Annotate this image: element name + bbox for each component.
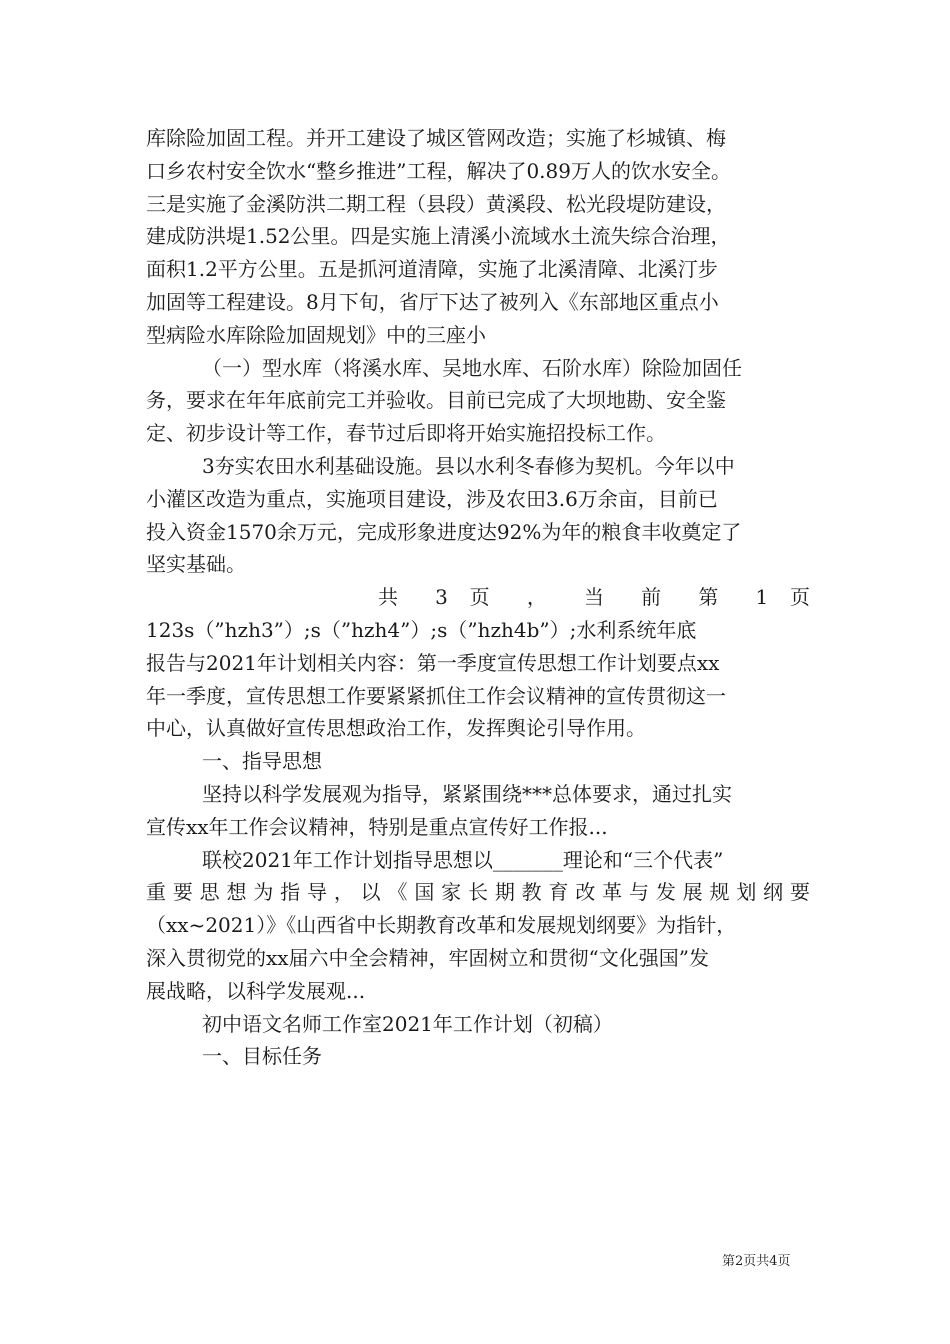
body-line: 小灌区改造为重点，实施项目建设，涉及农田3.6万余亩，目前已 xyxy=(146,486,718,511)
section-heading: 初中语文名师工作室2021年工作计划（初稿） xyxy=(202,1011,613,1036)
body-line: 三是实施了金溪防洪二期工程（县段）黄溪段、松光段堤防建设， xyxy=(146,191,726,216)
body-line: 型病险水库除险加固规划》中的三座小 xyxy=(146,322,486,347)
body-line: 加固等工程建设。8月下旬，省厅下达了被列入《东部地区重点小 xyxy=(146,289,719,314)
body-line: 展战略，以科学发展观... xyxy=(146,978,366,1003)
body-line: 定、初步设计等工作，春节过后即将开始实施招投标工作。 xyxy=(146,421,666,446)
body-line: 坚持以科学发展观为指导，紧紧围绕***总体要求，通过扎实 xyxy=(202,781,732,806)
page-footer: 第2页共4页 xyxy=(722,1254,791,1269)
body-line: （一）型水库（将溪水库、吴地水库、石阶水库）除险加固任 xyxy=(202,355,742,380)
body-line: 报告与2021年计划相关内容：第一季度宣传思想工作计划要点xx xyxy=(146,650,720,675)
body-line: 重要思想为指导，以《国家长期教育改革与发展规划纲要 xyxy=(146,880,810,905)
body-line: 深入贯彻党的xx届六中全会精神，牢固树立和贯彻“文化强国”发 xyxy=(146,945,710,970)
document-body xyxy=(146,122,810,1073)
section-heading: 一、指导思想 xyxy=(202,749,322,774)
body-line: 务，要求在年年底前完工并验收。目前已完成了大坝地勘、安全鉴 xyxy=(146,388,726,413)
body-line: 建成防洪堤1.52公里。四是实施上清溪小流域水土流失综合治理， xyxy=(146,224,731,249)
section-heading: 一、目标任务 xyxy=(202,1044,322,1069)
body-line: 库除险加固工程。并开工建设了城区管网改造；实施了杉城镇、梅 xyxy=(146,126,726,150)
body-line: 坚实基础。 xyxy=(146,552,246,577)
body-line: （xx~2021）》《山西省中长期教育改革和发展规划纲要》为指针， xyxy=(146,913,737,938)
body-line: 中心，认真做好宣传思想政治工作，发挥舆论引导作用。 xyxy=(146,716,646,741)
body-line: 宣传xx年工作会议精神，特别是重点宣传好工作报... xyxy=(146,814,608,839)
body-line: 口乡农村安全饮水“整乡推进”工程，解决了0.89万人的饮水安全。 xyxy=(146,158,731,183)
body-line: 面积1.2平方公里。五是抓河道清障，实施了北溪清障、北溪汀步 xyxy=(146,257,718,282)
page-count-line: 共 3 页 ， 当 前 第 1 页 xyxy=(378,585,810,610)
body-line: 3夯实农田水利基础设施。县以水利冬春修为契机。今年以中 xyxy=(202,453,735,478)
body-line: 年一季度，宣传思想工作要紧紧抓住工作会议精神的宣传贯彻这一 xyxy=(146,683,726,708)
body-line: 123s（”hzh3”）;s（”hzh4”）;s（”hzh4b”）;水利系统年底 xyxy=(146,617,697,642)
body-line: 投入资金1570余万元，完成形象进度达92%为年的粮食丰收奠定了 xyxy=(146,519,742,544)
body-line: 联校2021年工作计划指导思想以_______理论和“三个代表” xyxy=(202,847,724,872)
